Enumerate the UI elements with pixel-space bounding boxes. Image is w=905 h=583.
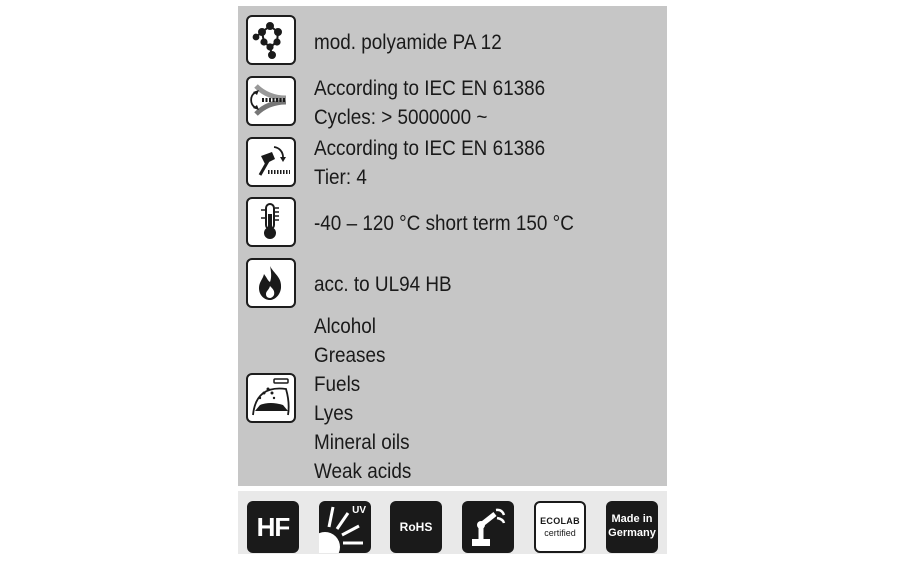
- made-in-germany-badge: [606, 501, 658, 553]
- chemical-resistance-text: Alcohol Greases Fuels Lyes Mineral oils Weak acids: [314, 315, 412, 483]
- uv-label: UV: [352, 505, 366, 516]
- ecolab-label: ECOLAB: [540, 516, 580, 526]
- impact-hammer-icon: [246, 137, 296, 187]
- properties-panel: [238, 6, 667, 486]
- halogen-free-badge: HF: [247, 501, 299, 553]
- material-text: mod. polyamide PA 12: [314, 31, 502, 54]
- temperature-text: -40 – 120 °C short term 150 °C: [314, 212, 574, 235]
- flame-icon: [246, 258, 296, 308]
- thermometer-icon: [246, 197, 296, 247]
- molecule-icon: [246, 15, 296, 65]
- certified-label: certified: [544, 528, 576, 538]
- robot-arm-badge: [462, 501, 514, 553]
- impact-text: According to IEC EN 61386 Tier: 4: [314, 137, 546, 189]
- bending-cycles-text: According to IEC EN 61386 Cycles: > 5000000 ~: [314, 77, 546, 129]
- rohs-badge: RoHS: [390, 501, 442, 553]
- germany-label: Germany: [608, 527, 656, 539]
- uv-resistant-badge: [319, 501, 371, 553]
- bending-cycles-icon: [246, 76, 296, 126]
- flammability-text: acc. to UL94 HB: [314, 273, 452, 296]
- chemical-resistance-icon: [246, 373, 296, 423]
- made-in-label: Made in: [611, 513, 653, 525]
- certification-strip: [238, 491, 667, 554]
- ecolab-certified-badge: [534, 501, 586, 553]
- robot-arm-icon: [462, 501, 514, 553]
